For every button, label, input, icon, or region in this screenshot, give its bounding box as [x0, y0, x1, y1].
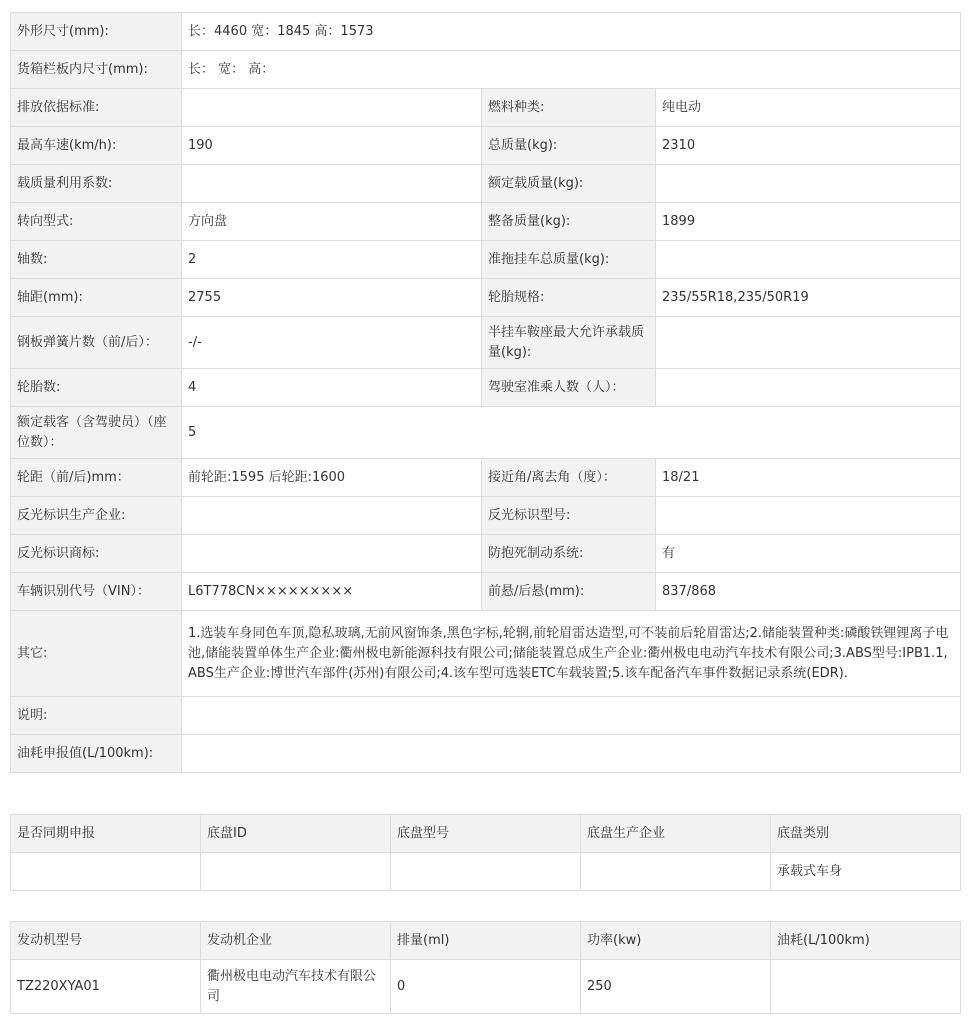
tire-count-value: 4 [182, 369, 482, 407]
outer-dim-value: 长：4460 宽：1845 高：1573 [182, 13, 961, 51]
tire-spec-label: 轮胎规格: [482, 279, 656, 317]
abs-label: 防抱死制动系统: [482, 535, 656, 573]
leaf-springs-label: 钢板弹簧片数（前/后）： [11, 317, 182, 369]
spec-row [11, 735, 961, 773]
chassis-cell [11, 853, 201, 891]
engine-cell: 衢州极电电动汽车技术有限公司 [201, 960, 391, 1014]
fuel-type-label: 燃料种类: [482, 89, 656, 127]
reflector-model-value [656, 497, 961, 535]
chassis-cell [201, 853, 391, 891]
max-speed-label: 最高车速(km/h): [11, 127, 182, 165]
engine-cell [771, 960, 961, 1014]
chassis-col-header: 底盘型号 [391, 815, 581, 853]
reflector-brand-value [182, 535, 482, 573]
reflector-maker-value [182, 497, 482, 535]
spec-row [11, 535, 961, 573]
fuel-consumption-value [182, 735, 961, 773]
note-value [182, 697, 961, 735]
engine-cell: TZ220XYA01 [11, 960, 201, 1014]
tire-spec-value: 235/55R18,235/50R19 [656, 279, 961, 317]
chassis-col-header: 底盘生产企业 [581, 815, 771, 853]
curb-mass-label: 整备质量(kg): [482, 203, 656, 241]
wheelbase-value: 2755 [182, 279, 482, 317]
curb-mass-value: 1899 [656, 203, 961, 241]
passengers-value: 5 [182, 407, 961, 459]
cab-seats-label: 驾驶室准乘人数（人）： [482, 369, 656, 407]
spec-row [11, 369, 961, 407]
rated-load-label: 额定载质量(kg): [482, 165, 656, 203]
engine-cell: 0 [391, 960, 581, 1014]
spec-row [11, 497, 961, 535]
engine-col-header: 油耗(L/100km) [771, 922, 961, 960]
trailer-mass-label: 准拖挂车总质量(kg): [482, 241, 656, 279]
load-util-value [182, 165, 482, 203]
spec-row [11, 317, 961, 369]
chassis-col-header: 是否同期申报 [11, 815, 201, 853]
spec-row [11, 573, 961, 611]
cargo-dim-label: 货箱栏板内尺寸(mm): [11, 51, 182, 89]
chassis-table [10, 814, 961, 891]
fuel-consumption-label: 油耗申报值(L/100km): [11, 735, 182, 773]
chassis-cell [581, 853, 771, 891]
wheelbase-label: 轴距(mm): [11, 279, 182, 317]
table-row [11, 853, 961, 891]
spec-row [11, 241, 961, 279]
axles-label: 轴数: [11, 241, 182, 279]
reflector-maker-label: 反光标识生产企业: [11, 497, 182, 535]
spec-row [11, 611, 961, 697]
chassis-cell: 承载式车身 [771, 853, 961, 891]
reflector-brand-label: 反光标识商标: [11, 535, 182, 573]
outer-dim-label: 外形尺寸(mm): [11, 13, 182, 51]
spec-row [11, 203, 961, 241]
engine-col-header: 排量(ml) [391, 922, 581, 960]
angles-value: 18/21 [656, 459, 961, 497]
other-label: 其它: [11, 611, 182, 697]
emission-std-label: 排放依据标准: [11, 89, 182, 127]
leaf-springs-value: -/- [182, 317, 482, 369]
engine-col-header: 发动机企业 [201, 922, 391, 960]
vin-value: L6T778CN××××××××× [182, 573, 482, 611]
table-row [11, 960, 961, 1014]
tire-count-label: 轮胎数: [11, 369, 182, 407]
overhang-value: 837/868 [656, 573, 961, 611]
spec-row [11, 279, 961, 317]
total-mass-label: 总质量(kg): [482, 127, 656, 165]
spec-row [11, 459, 961, 497]
other-value: 1.选装车身同色车顶,隐私玻璃,无前风窗饰条,黑色字标,轮辋,前轮眉雷达造型,可不装前后轮眉雷达;2.储能装置种类:磷酸铁锂锂离子电池,储能装置单体生产企业:衢州极电新能源科技有限公司;储能装置总成生产企业:衢州极电电动汽车技术有限公司;3.ABS型号:IPB1.1,ABS生产企业:博世汽车部件(苏州)有限公司;4.该车型可选装ETC车载装置;5.该车配备汽车事件数据记录系统(EDR). [182, 611, 961, 697]
reflector-model-label: 反光标识型号: [482, 497, 656, 535]
chassis-col-header: 底盘ID [201, 815, 391, 853]
saddle-load-value [656, 317, 961, 369]
vehicle-spec-table [10, 12, 961, 773]
spec-row [11, 127, 961, 165]
spec-row [11, 89, 961, 127]
angles-label: 接近角/离去角（度）： [482, 459, 656, 497]
passengers-label: 额定载客（含驾驶员）（座位数）： [11, 407, 182, 459]
engine-table [10, 921, 961, 1014]
engine-col-header: 发动机型号 [11, 922, 201, 960]
engine-col-header: 功率(kw) [581, 922, 771, 960]
steering-value: 方向盘 [182, 203, 482, 241]
vin-label: 车辆识别代号（VIN）： [11, 573, 182, 611]
track-value: 前轮距:1595 后轮距:1600 [182, 459, 482, 497]
steering-label: 转向型式: [11, 203, 182, 241]
trailer-mass-value [656, 241, 961, 279]
spec-row [11, 407, 961, 459]
saddle-load-label: 半挂车鞍座最大允许承载质量(kg): [482, 317, 656, 369]
abs-value: 有 [656, 535, 961, 573]
total-mass-value: 2310 [656, 127, 961, 165]
cargo-dim-value: 长： 宽： 高： [182, 51, 961, 89]
note-label: 说明: [11, 697, 182, 735]
overhang-label: 前悬/后悬(mm): [482, 573, 656, 611]
spec-row [11, 165, 961, 203]
fuel-type-value: 纯电动 [656, 89, 961, 127]
spec-row [11, 51, 961, 89]
table-header-row [11, 815, 961, 853]
rated-load-value [656, 165, 961, 203]
track-label: 轮距（前/后)mm： [11, 459, 182, 497]
load-util-label: 载质量利用系数: [11, 165, 182, 203]
emission-std-value [182, 89, 482, 127]
max-speed-value: 190 [182, 127, 482, 165]
engine-cell: 250 [581, 960, 771, 1014]
axles-value: 2 [182, 241, 482, 279]
chassis-cell [391, 853, 581, 891]
table-header-row [11, 922, 961, 960]
chassis-col-header: 底盘类别 [771, 815, 961, 853]
spec-row [11, 13, 961, 51]
spec-row [11, 697, 961, 735]
cab-seats-value [656, 369, 961, 407]
